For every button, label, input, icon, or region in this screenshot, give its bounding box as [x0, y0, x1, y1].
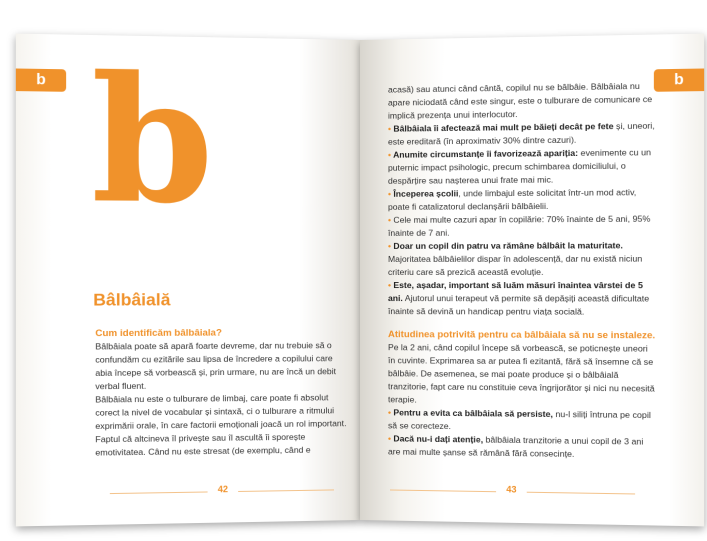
open-book — [14, 28, 696, 528]
bullet-item: • Bâlbâiala îi afectează mai mult pe băieți decât pe fete și, uneori, este ereditară (în aproximativ 30% dintre cazuri). — [387, 120, 655, 147]
paragraph: acasă) sau atunci când cântă, copilul nu se bâlbâie. Bâlbâiala nu apare niciodată când este singur, este o tulburare de comunicare ce implică prezența unui interlocutor. — [387, 80, 653, 121]
page-number: 43 — [506, 484, 517, 495]
bullet-item: • Este, așadar, important să luăm măsuri înaintea vârstei de 5 ani. Ajutorul unui terapeut vă permite să depășiți această dificultate înainte să devină un handicap pentru viața socială. — [387, 280, 650, 317]
bullet-item: • Pentru a evita ca bâlbâiala să persiste, nu-l siliți întruna pe copil să se corecteze. — [387, 407, 651, 432]
paragraph: Bâlbâiala nu este o tulburare de limbaj, care poate fi absolut corect la nivel de vocabular și sintaxă, ci o tulburare a ritmului exprimării orale, în care factorii emoționali joacă un rol important. — [95, 392, 347, 432]
bullet-item: • Cele mai multe cazuri apar în copilărie: 70% înainte de 5 ani, 95% înainte de 7 ani. — [387, 213, 651, 238]
page-footer-left — [16, 482, 360, 502]
bullet-item: • Dacă nu-i dați atenție, bâlbâiala tranzitorie a unui copil de 3 ani are mai multe șanse să rămână fără consecințe. — [387, 433, 644, 459]
left-page — [16, 34, 360, 527]
section-subheading: Cum identificăm bâlbâiala? — [95, 327, 222, 340]
left-body-text — [95, 326, 350, 460]
bullet-item: • Doar un copil din patru va rămâne bâlbâit la maturitate. Majoritatea bâlbâielilor dispar în adolescență, dar nu există niciun criteriu care să prezică această evoluție. — [387, 240, 643, 277]
letter-tab-left: b — [16, 68, 66, 91]
right-body-text — [388, 79, 656, 462]
paragraph: Faptul că altcineva îl privește sau îl ascultă îi sporește emotivitatea. Când nu este stresat (de exemplu, când e — [95, 431, 311, 458]
page-number: 42 — [217, 484, 228, 495]
bullet-item: • Începerea școlii, unde limbajul este solicitat într-un mod activ, poate fi catalizatorul declanșării bâlbâielii. — [387, 187, 637, 212]
bullet-item: • Anumite circumstanțe îi favorizează apariția: evenimente cu un puternic impact psihologic, precum schimbarea domiciliului, o despărțire sau nașterea unui frate mai mic. — [387, 147, 652, 186]
paragraph: Pe la 2 ani, când copilul începe să vorbească, se poticnește uneori în cuvinte. Exprimarea sa ar putea fi ezitantă, fără să însemne că se bâlbâie. De asemenea, se mai poate produce și o bâlbâială tranzitorie, fapt care nu constituie ceva îngrijorător și nici nu necesită terapie. — [387, 342, 655, 405]
section-subheading: Atitudinea potrivită pentru ca bâlbâiala să nu se instaleze. — [387, 329, 656, 342]
article-title: Bâlbâială — [93, 290, 171, 310]
page-footer-right — [360, 482, 704, 502]
chapter-letter: b — [91, 38, 214, 243]
right-page — [360, 34, 704, 527]
paragraph: Bâlbâiala poate să apară foarte devreme, dar nu trebuie să o confundăm cu ezitările sau lipsa de încredere a copilului care abia începe să vorbească și, prin urmare, nu are încă un debit verbal fluent. — [95, 340, 337, 392]
letter-tab-right: b — [654, 68, 704, 91]
